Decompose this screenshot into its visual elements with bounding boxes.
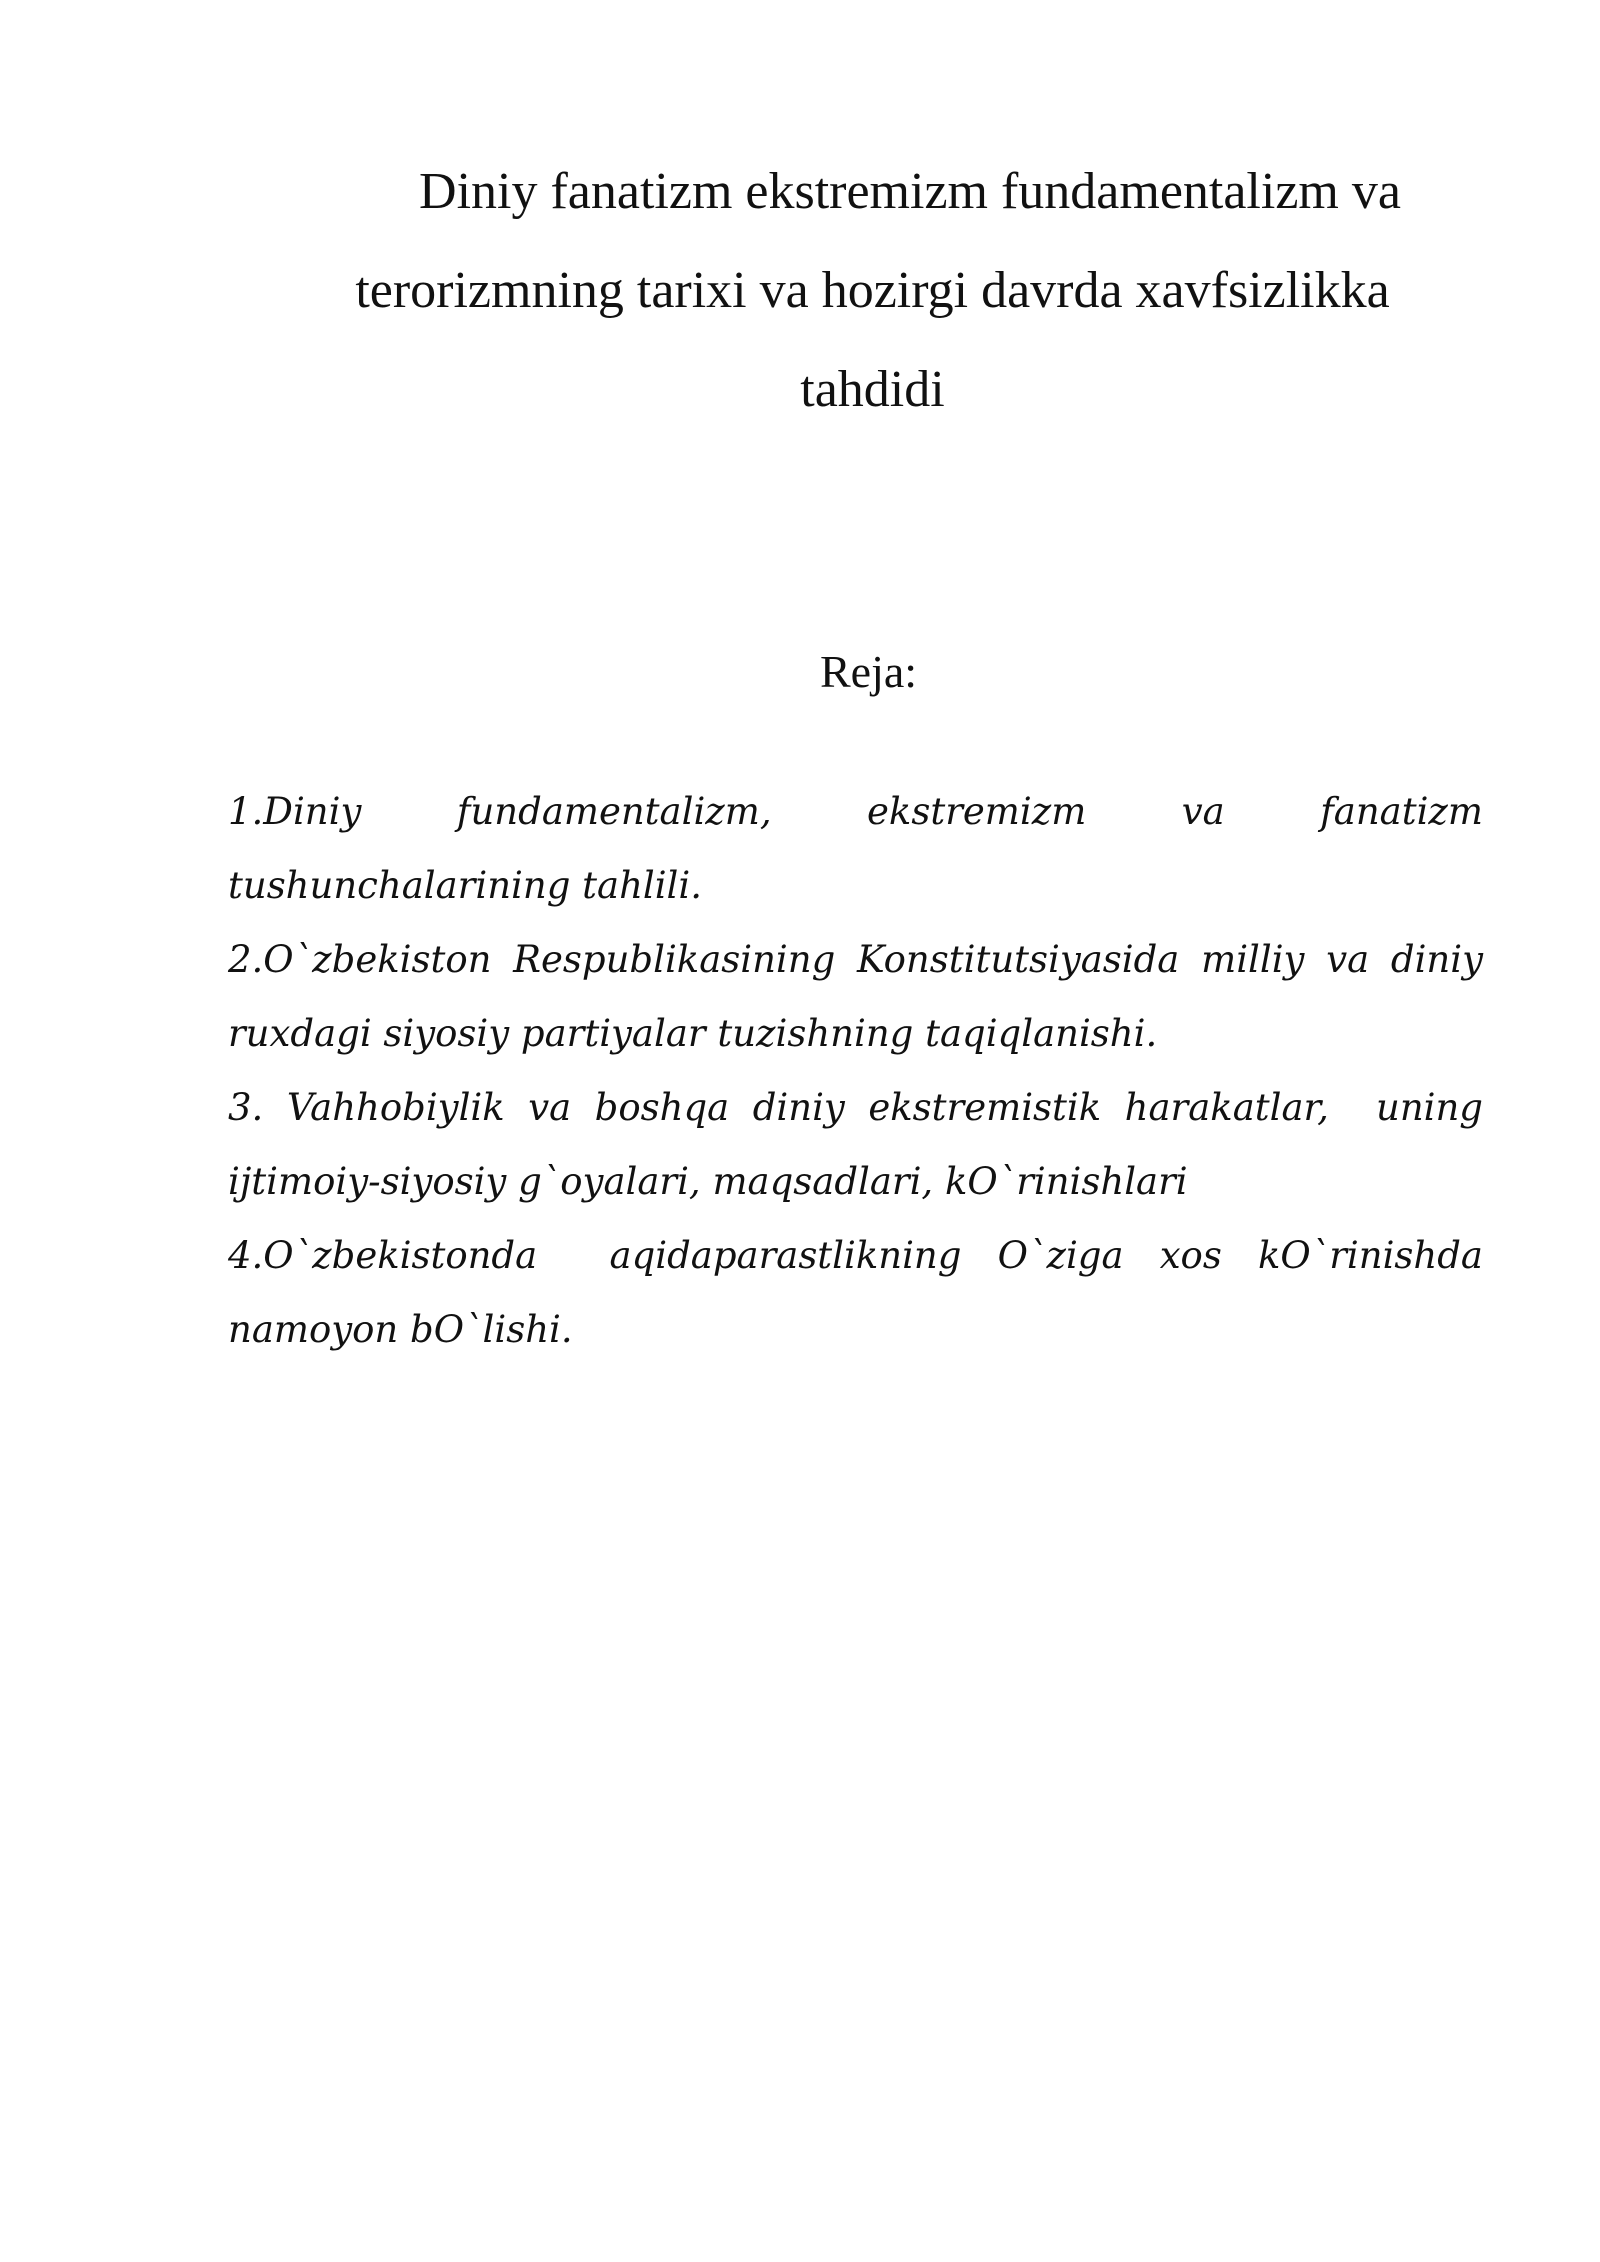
document-title: [250, 142, 1495, 439]
plan-item: 4.O`zbekistonda aqidaparastlikning O`ziga xos kO`rinishda namoyon bO`lishi.: [228, 1234, 1495, 1351]
plan-item: 3. Vahhobiylik va boshqa diniy ekstremistik harakatlar, uning ijtimoiy-siyosiy g`oyalari, maqsadlari, kO`rinishlari: [228, 1086, 1495, 1203]
plan-item: 2.O`zbekiston Respublikasining Konstitutsiyasida milliy va diniy ruxdagi siyosiy partiyalar tuzishning taqiqlanishi.: [228, 938, 1495, 1055]
plan-list: [228, 775, 1495, 1367]
plan-item: 1.Diniy fundamentalizm, ekstremizm va fanatizm tushunchalarining tahlili.: [228, 790, 1495, 907]
title-line: Diniy fanatizm ekstremizm fundamentalizm va: [419, 163, 1401, 220]
plan-heading: Reja:: [820, 646, 918, 697]
title-line: tahdidi: [800, 361, 945, 418]
title-line: terorizmning tarixi va hozirgi davrda xavfsizlikka: [355, 262, 1390, 319]
